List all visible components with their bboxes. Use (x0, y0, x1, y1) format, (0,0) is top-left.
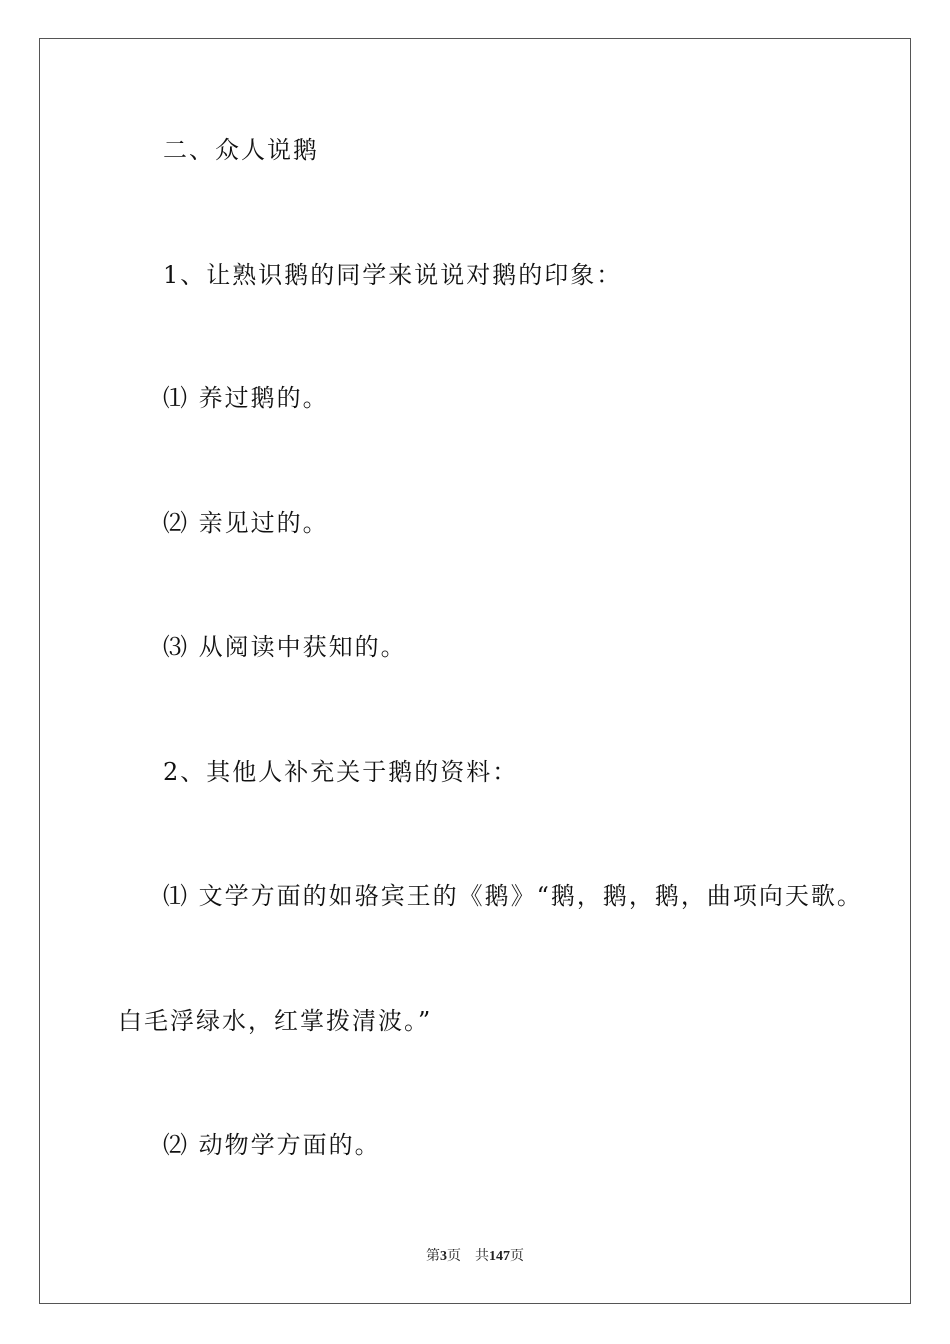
footer-total-pages: 147 (489, 1249, 510, 1264)
footer-total-prefix: 共 (475, 1249, 489, 1264)
footer-page-number: 3 (440, 1249, 447, 1264)
footer-page-prefix: 第 (426, 1249, 440, 1264)
footer-total-suffix: 页 (510, 1249, 524, 1264)
section-heading: 二、众人说鹅 (163, 136, 319, 164)
paragraph-item-1: 1、让熟识鹅的同学来说说对鹅的印象： (163, 261, 623, 289)
paragraph-poem-line-1: ⑴ 文学方面的如骆宾王的《鹅》“鹅，鹅，鹅，曲项向天歌。 (163, 882, 863, 910)
paragraph-poem-line-2: 白毛浮绿水，红掌拨清波。” (118, 1007, 433, 1035)
paragraph-subitem-1: ⑴ 养过鹅的。 (163, 384, 329, 412)
page-footer (0, 1248, 950, 1266)
page-border (39, 38, 911, 1304)
footer-page-suffix: 页 (447, 1249, 461, 1264)
paragraph-item-2: 2、其他人补充关于鹅的资料： (163, 758, 519, 786)
paragraph-subitem-zoology: ⑵ 动物学方面的。 (163, 1131, 381, 1159)
paragraph-subitem-2: ⑵ 亲见过的。 (163, 509, 329, 537)
paragraph-subitem-3: ⑶ 从阅读中获知的。 (163, 633, 407, 661)
